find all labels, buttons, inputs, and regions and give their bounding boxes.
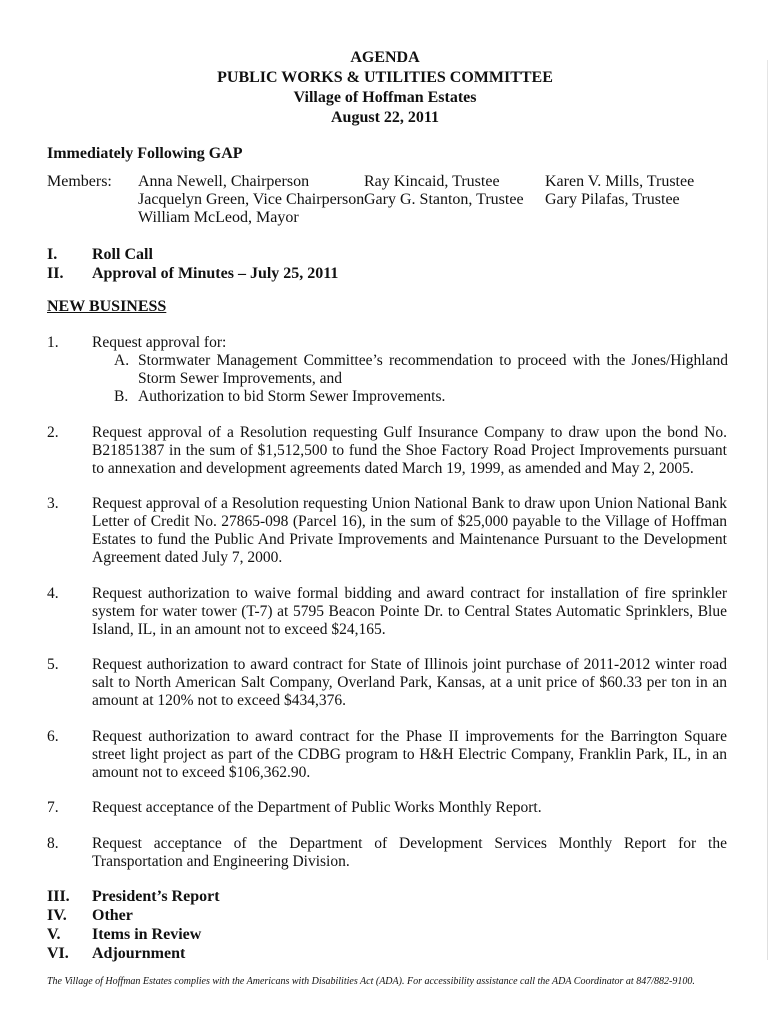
agenda-item-6 [47,728,727,782]
item-text: Request authorization to award contract for the Phase II improvements for the Barrington Square street light project as part of the CDBG program to H&H Electric Company, Franklin Park, IL, in an amount not to exceed $106,362.90. [92,728,727,781]
agenda-item-4 [47,585,727,639]
section-numeral: I. [47,246,58,263]
member-name: Gary Pilafas, Trustee [545,191,680,208]
agenda-subitem-1b [114,388,728,406]
subitem-text: Authorization to bid Storm Sewer Improvements. [138,388,446,405]
ada-footer-note: The Village of Hoffman Estates complies with the Americans with Disabilities Act (ADA). For accessibility assistance call the ADA Coordinator at 847/882-9100. [47,976,695,987]
subitem-text: Stormwater Management Committee’s recommendation to proceed with the Jones/Highland Storm Sewer Improvements, and [138,352,728,387]
agenda-item-2 [47,424,727,478]
section-title: Roll Call [92,246,153,263]
village-name: Village of Hoffman Estates [293,89,477,106]
item-number: 7. [47,799,59,816]
section-title: Adjournment [92,945,186,962]
section-numeral: II. [47,265,64,282]
item-text: Request approval for: [92,334,227,351]
agenda-item-8 [47,835,727,871]
member-name: Ray Kincaid, Trustee [364,173,500,190]
agenda-item-3 [47,495,727,567]
section-title: Items in Review [92,926,202,943]
item-text: Request approval of a Resolution requesting Union National Bank to draw upon Union National Bank Letter of Credit No. 27865-098 (Parcel 16), in the sum of $25,000 payable to the Village of Hoffman Estates to fund the Public And Private Improvements and Maintenance Pursuant to the Development Agreement dated July 7, 2000. [92,495,727,566]
subitem-letter: B. [114,388,129,405]
members-col-1 [138,173,364,227]
meeting-date: August 22, 2011 [330,109,440,126]
item-text: Request acceptance of the Department of Public Works Monthly Report. [92,799,542,816]
section-numeral: VI. [47,945,69,962]
agenda-item-1 [47,334,727,352]
member-name: Jacquelyn Green, Vice Chairperson [138,191,365,208]
members-col-3 [545,173,694,209]
item-text: Request authorization to award contract for State of Illinois joint purchase of 2011-2012 winter road salt to North American Salt Company, Overland Park, Kansas, at a unit price of $60.33 per ton in an amount at 120% not to exceed $434,376. [92,656,727,709]
section-title: Approval of Minutes – July 25, 2011 [92,265,339,282]
item-number: 2. [47,424,59,441]
subitem-letter: A. [114,352,130,369]
agenda-subitem-1a [114,352,728,388]
scan-edge-line [767,60,768,960]
item-number: 5. [47,656,59,673]
section-numeral: V. [47,926,61,943]
section-title: President’s Report [92,888,220,905]
item-number: 6. [47,728,59,745]
member-name: Gary G. Stanton, Trustee [364,191,524,208]
doc-title: AGENDA [350,49,420,66]
item-number: 3. [47,495,59,512]
section-numeral: IV. [47,907,67,924]
item-text: Request approval of a Resolution requesting Gulf Insurance Company to draw upon the bond No. B21851387 in the sum of $1,512,500 to fund the Shoe Factory Road Project Improvements pursuant to annexation and development agreements dated March 19, 1999, as amended and May 2, 2005. [92,424,727,477]
meeting-timing: Immediately Following GAP [47,145,243,162]
members-col-2 [364,173,524,209]
new-business-heading: NEW BUSINESS [47,298,167,315]
item-number: 1. [47,334,59,351]
agenda-item-7 [47,799,727,817]
section-numeral: III. [47,888,70,905]
item-text: Request acceptance of the Department of Development Services Monthly Report for the Transportation and Engineering Division. [92,835,727,870]
item-number: 4. [47,585,59,602]
member-name: William McLeod, Mayor [138,209,299,226]
section-title: Other [92,907,133,924]
agenda-item-5 [47,656,727,710]
item-text: Request authorization to waive formal bidding and award contract for installation of fire sprinkler system for water tower (T-7) at 5795 Beacon Pointe Dr. to Central States Automatic Sprinklers, Blue Island, IL, in an amount not to exceed $24,165. [92,585,727,638]
members-label: Members: [47,173,112,190]
item-number: 8. [47,835,59,852]
member-name: Anna Newell, Chairperson [138,173,310,190]
committee-name: PUBLIC WORKS & UTILITIES COMMITTEE [217,69,553,86]
member-name: Karen V. Mills, Trustee [545,173,695,190]
